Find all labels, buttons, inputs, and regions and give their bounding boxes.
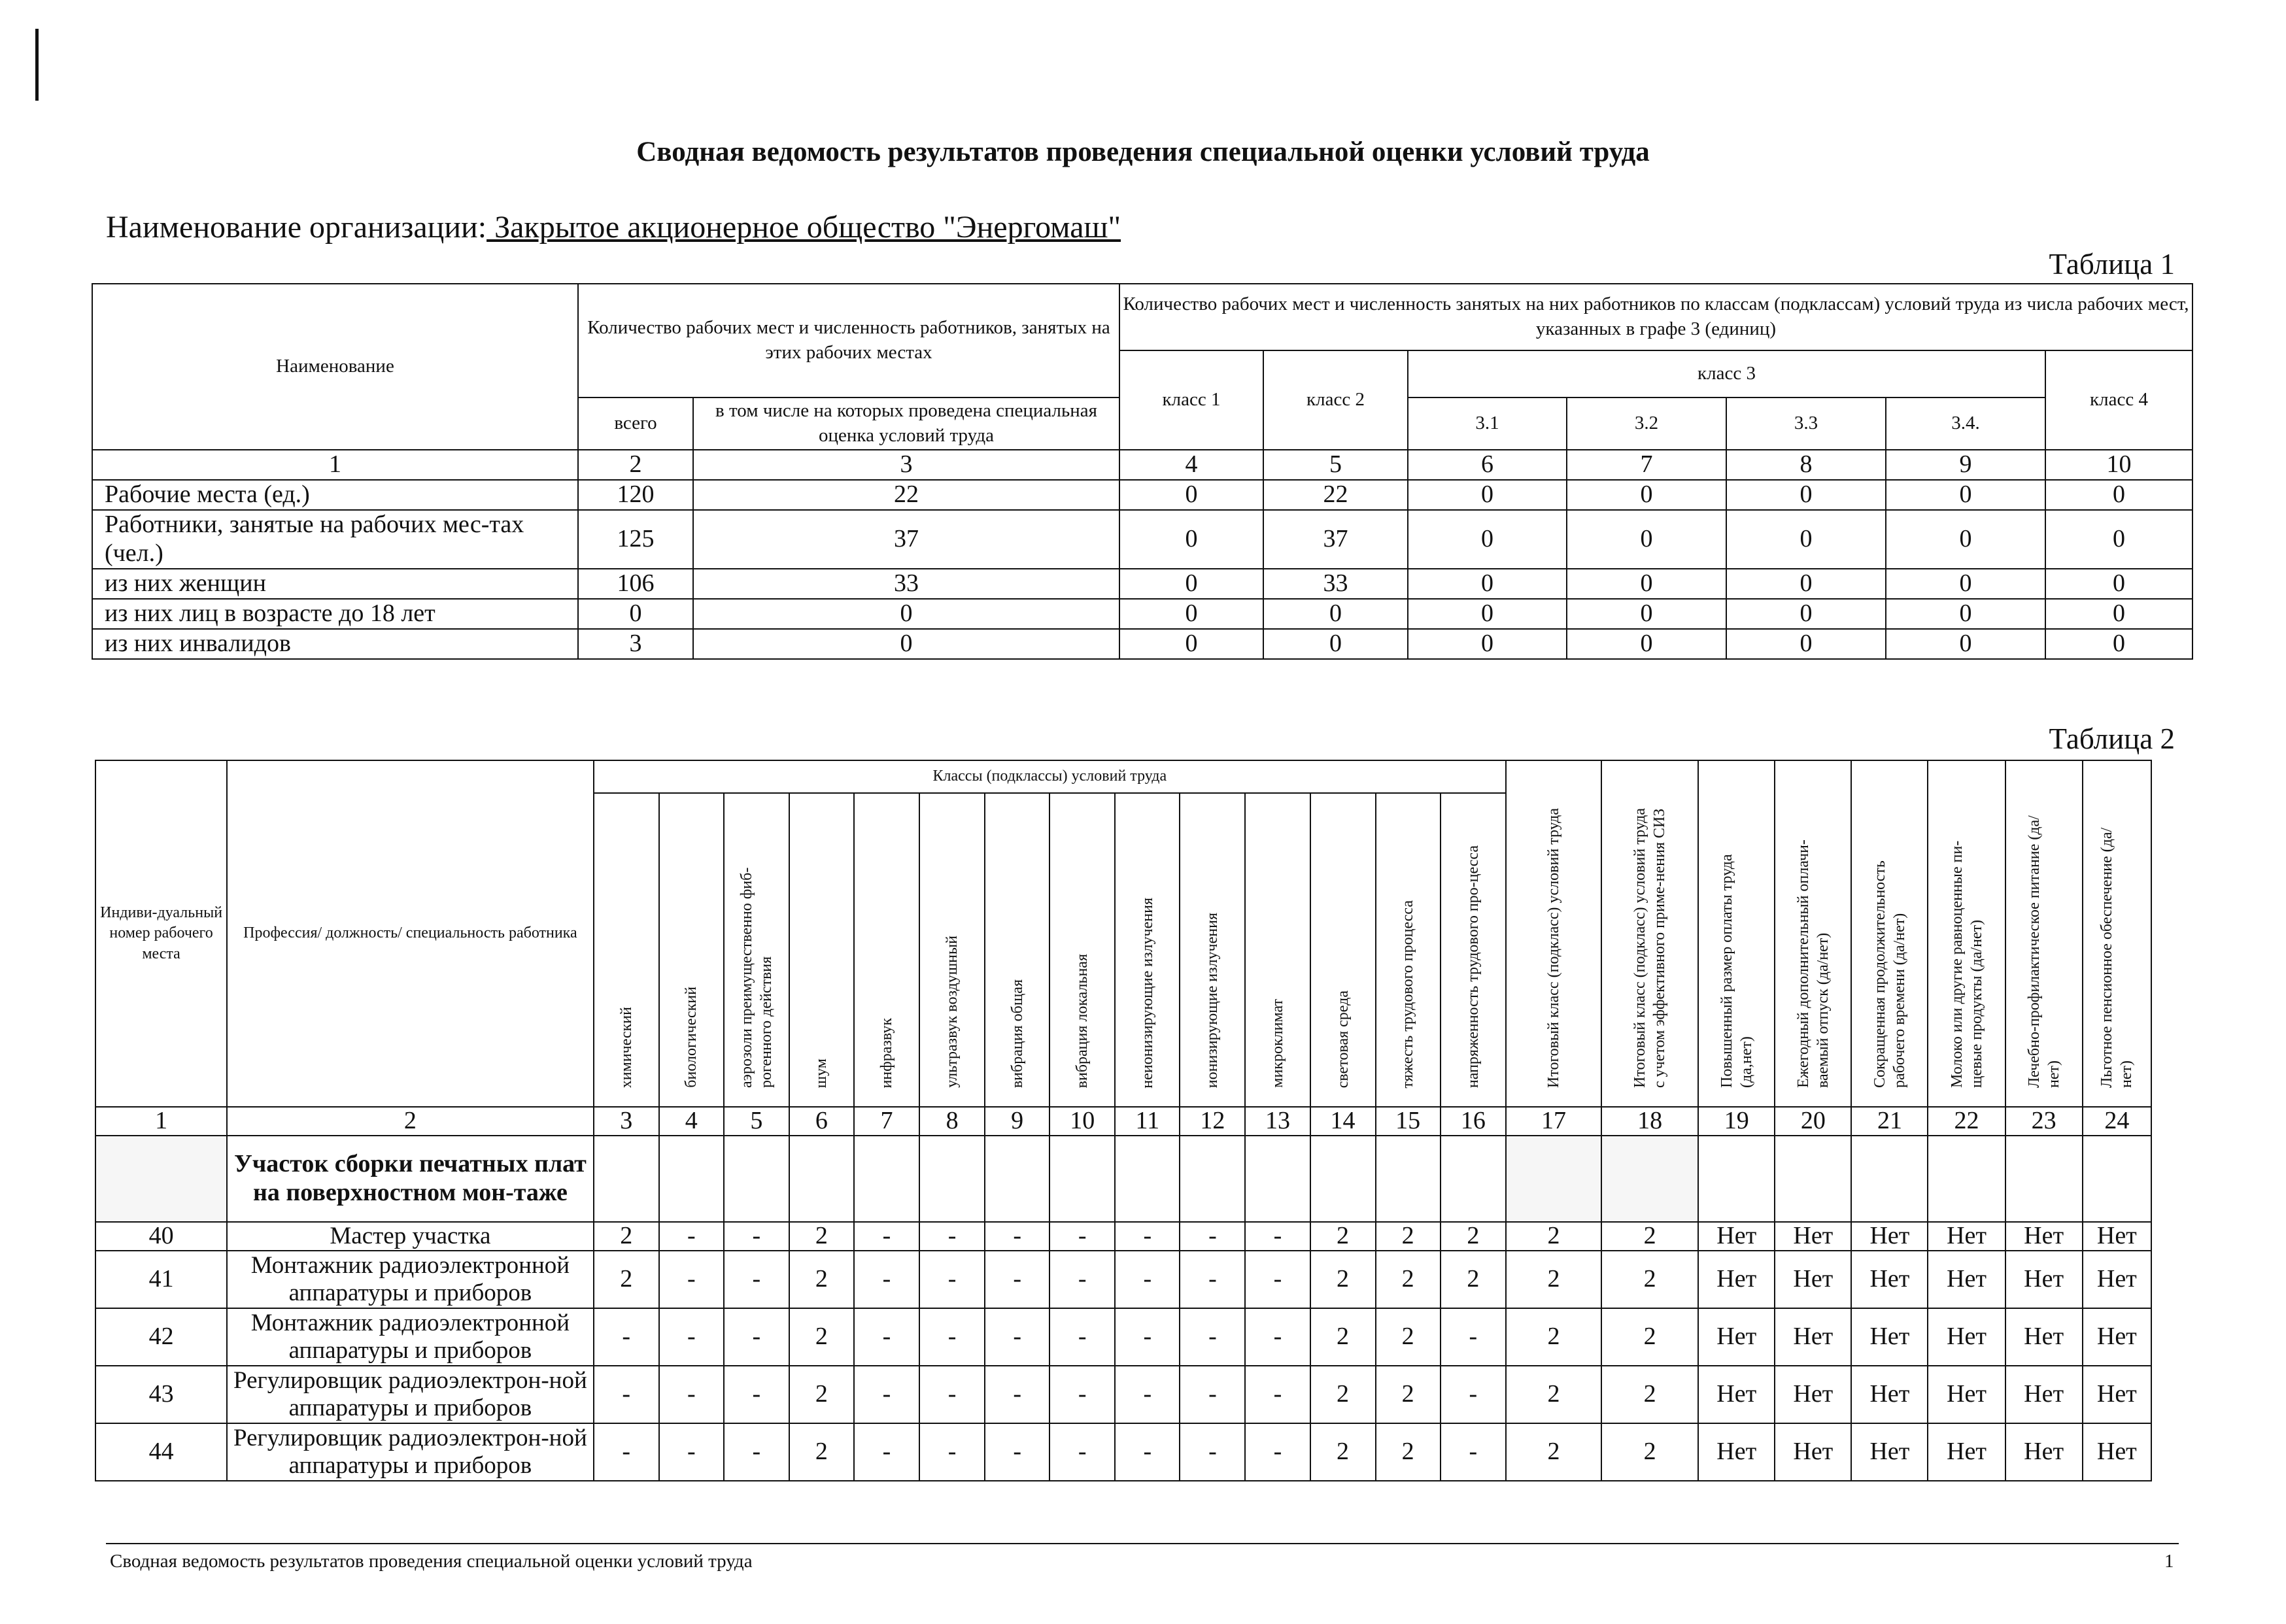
column-number: 13 (1245, 1107, 1310, 1136)
table-cell: Нет (1928, 1308, 2005, 1366)
table-cell: 2 (789, 1423, 854, 1481)
column-number: 5 (1263, 450, 1408, 480)
column-number: 2 (578, 450, 693, 480)
column-number: 1 (92, 450, 578, 480)
table-cell: 0 (1408, 569, 1567, 599)
table-cell: 0 (1886, 599, 2045, 629)
header-factor: напряженность трудового про-цесса (1441, 793, 1506, 1107)
table-cell: Нет (1928, 1251, 2005, 1308)
table-cell: 2 (789, 1366, 854, 1423)
workplace-id: 40 (95, 1222, 227, 1251)
footer-text: Сводная ведомость результатов проведения специальной оценки условий труда (110, 1551, 753, 1572)
table-cell: 22 (1263, 480, 1408, 510)
table-cell: 0 (2045, 569, 2192, 599)
column-number: 23 (2005, 1107, 2083, 1136)
workplace-id: 42 (95, 1308, 227, 1366)
table-cell: 37 (1263, 510, 1408, 569)
header-factor: вибрация локальная (1049, 793, 1115, 1107)
profession: Регулировщик радиоэлектрон-ной аппаратуры и приборов (227, 1423, 593, 1481)
table-cell: - (724, 1222, 789, 1251)
table-cell: 0 (1886, 480, 2045, 510)
table-cell: 37 (693, 510, 1119, 569)
table-cell: - (1245, 1366, 1310, 1423)
table-cell: 0 (1119, 599, 1263, 629)
table-cell: - (919, 1423, 985, 1481)
table-cell: 125 (578, 510, 693, 569)
table-cell: Нет (1851, 1366, 1928, 1423)
table-row (92, 569, 2192, 599)
table-cell: - (1049, 1423, 1115, 1481)
table-cell: 0 (1119, 569, 1263, 599)
column-number: 3 (693, 450, 1119, 480)
header-class1: класс 1 (1119, 350, 1263, 450)
table-cell: 33 (1263, 569, 1408, 599)
table-cell: - (1441, 1366, 1506, 1423)
organization-line (106, 209, 1121, 245)
table-row (95, 1366, 2151, 1423)
table-row (95, 1423, 2151, 1481)
header-extra-7: Лечебно-профилактическое питание (да/нет) (2005, 760, 2083, 1107)
table-row (92, 629, 2192, 659)
column-number: 7 (854, 1107, 919, 1136)
table-cell: - (1115, 1308, 1180, 1366)
table-cell: - (1441, 1308, 1506, 1366)
table-cell: Нет (2005, 1366, 2083, 1423)
header-extra-1: Итоговый класс (подкласс) условий труда (1506, 760, 1601, 1107)
organization-name: Закрытое акционерное общество "Энергомаш" (486, 210, 1121, 245)
header-extra-3: Повышенный размер оплаты труда (да,нет) (1698, 760, 1775, 1107)
header-workplace-id: Индиви-дуальный номер рабочего места (95, 760, 227, 1107)
row-label: из них женщин (92, 569, 578, 599)
table-cell: Нет (1698, 1222, 1775, 1251)
table-cell: Нет (1775, 1366, 1851, 1423)
table-cell: - (1180, 1251, 1245, 1308)
column-number: 10 (1049, 1107, 1115, 1136)
table-cell: 0 (1263, 629, 1408, 659)
table-cell: - (919, 1366, 985, 1423)
header-extra-6: Молоко или другие равноценные пи-щевые продукты (да/нет) (1928, 760, 2005, 1107)
table-cell: Нет (2005, 1308, 2083, 1366)
table-cell: 0 (1408, 480, 1567, 510)
table-cell: 2 (1376, 1423, 1441, 1481)
table-cell: - (919, 1308, 985, 1366)
table-cell: Нет (1698, 1366, 1775, 1423)
column-number: 11 (1115, 1107, 1180, 1136)
column-number: 17 (1506, 1107, 1601, 1136)
table-cell: 2 (1506, 1366, 1601, 1423)
table-cell: 0 (1263, 599, 1408, 629)
organization-label: Наименование организации: (106, 210, 487, 245)
header-class4: класс 4 (2045, 350, 2192, 450)
table-cell: - (1049, 1366, 1115, 1423)
table-cell: 2 (1506, 1222, 1601, 1251)
table-cell: - (919, 1251, 985, 1308)
table-cell: 2 (789, 1251, 854, 1308)
table-cell: 106 (578, 569, 693, 599)
table-cell: 2 (1310, 1366, 1376, 1423)
table-cell: - (854, 1308, 919, 1366)
table-cell: 2 (594, 1251, 659, 1308)
table-cell: Нет (2083, 1222, 2151, 1251)
table-cell: 2 (1506, 1423, 1601, 1481)
table-cell: Нет (1851, 1251, 1928, 1308)
table-cell: 0 (1119, 629, 1263, 659)
table-cell: - (1049, 1222, 1115, 1251)
header-profession: Профессия/ должность/ специальность работника (227, 760, 593, 1107)
table-cell: 0 (1567, 629, 1726, 659)
table-cell: - (854, 1366, 919, 1423)
table-cell: 2 (1441, 1222, 1506, 1251)
table-cell: 0 (1567, 599, 1726, 629)
table-cell: 2 (1601, 1251, 1698, 1308)
table-cell: 2 (789, 1308, 854, 1366)
column-number: 1 (95, 1107, 227, 1136)
table-cell: 0 (1408, 510, 1567, 569)
table-cell: - (724, 1423, 789, 1481)
header-total: всего (578, 398, 693, 450)
table-cell: 2 (1376, 1366, 1441, 1423)
column-number: 6 (789, 1107, 854, 1136)
table-cell: 0 (1726, 480, 1886, 510)
table-cell: Нет (1775, 1308, 1851, 1366)
column-number: 9 (985, 1107, 1049, 1136)
workplace-id: 41 (95, 1251, 227, 1308)
page-number: 1 (2164, 1551, 2174, 1572)
table-cell: - (724, 1251, 789, 1308)
table-cell: Нет (1698, 1251, 1775, 1308)
table-cell: 0 (2045, 629, 2192, 659)
profession: Монтажник радиоэлектронной аппаратуры и приборов (227, 1308, 593, 1366)
column-number: 19 (1698, 1107, 1775, 1136)
table-cell: 0 (1886, 569, 2045, 599)
table-cell: 2 (594, 1222, 659, 1251)
document-title: Сводная ведомость результатов проведения специальной оценки условий труда (636, 137, 1650, 167)
table-cell: 2 (1310, 1308, 1376, 1366)
table-cell: Нет (1775, 1423, 1851, 1481)
header-classes-group: Количество рабочих мест и численность занятых на них работников по классам (подклассам) условий труда из числа рабочих мест, указанных в графе 3 (единиц) (1119, 284, 2192, 350)
table-cell: - (1049, 1308, 1115, 1366)
table-cell: - (594, 1366, 659, 1423)
table-cell: 2 (1376, 1222, 1441, 1251)
table-cell: Нет (1698, 1308, 1775, 1366)
header-factor: световая среда (1310, 793, 1376, 1107)
header-factor: химический (594, 793, 659, 1107)
column-number-row (95, 1107, 2151, 1136)
table-cell: - (985, 1222, 1049, 1251)
table-cell: - (594, 1423, 659, 1481)
column-number: 10 (2045, 450, 2192, 480)
table-cell: 120 (578, 480, 693, 510)
table-cell: - (919, 1222, 985, 1251)
column-number: 16 (1441, 1107, 1506, 1136)
column-number: 5 (724, 1107, 789, 1136)
table2-caption: Таблица 2 (2049, 722, 2175, 755)
table-row (95, 1308, 2151, 1366)
workplaces-table (95, 760, 2152, 1481)
table-cell: - (1245, 1423, 1310, 1481)
table-cell: - (659, 1308, 724, 1366)
footer-divider (106, 1543, 2179, 1544)
table-cell: 0 (1726, 510, 1886, 569)
header-factor: биологический (659, 793, 724, 1107)
workplace-id: 44 (95, 1423, 227, 1481)
table-cell: 0 (1567, 480, 1726, 510)
column-number: 21 (1851, 1107, 1928, 1136)
column-number: 15 (1376, 1107, 1441, 1136)
table-cell: Нет (1928, 1423, 2005, 1481)
table-cell: - (1049, 1251, 1115, 1308)
section-id-cell (95, 1136, 227, 1222)
table-cell: 0 (1567, 569, 1726, 599)
table-cell: 0 (1408, 629, 1567, 659)
table-cell: 2 (1506, 1308, 1601, 1366)
table-cell: - (854, 1423, 919, 1481)
table-cell: Нет (2083, 1251, 2151, 1308)
row-label: Работники, занятые на рабочих мес-тах (чел.) (92, 510, 578, 569)
column-number: 2 (227, 1107, 593, 1136)
profession: Регулировщик радиоэлектрон-ной аппаратуры и приборов (227, 1366, 593, 1423)
column-number: 18 (1601, 1107, 1698, 1136)
table-cell: 2 (1601, 1423, 1698, 1481)
header-factor: тяжесть трудового процесса (1376, 793, 1441, 1107)
table1-caption: Таблица 1 (2049, 248, 2175, 280)
table-cell: Нет (1928, 1366, 2005, 1423)
header-sub-3-4: 3.4. (1886, 398, 2045, 450)
table-cell: - (1115, 1423, 1180, 1481)
table-cell: - (854, 1222, 919, 1251)
row-label: из них инвалидов (92, 629, 578, 659)
header-class3: класс 3 (1408, 350, 2045, 398)
table-cell: - (985, 1251, 1049, 1308)
column-number: 6 (1408, 450, 1567, 480)
table-cell: 0 (2045, 510, 2192, 569)
column-number: 4 (1119, 450, 1263, 480)
column-number: 9 (1886, 450, 2045, 480)
table-cell: 0 (2045, 599, 2192, 629)
header-factor: аэрозоли преимущественно фиб-рогенного действия (724, 793, 789, 1107)
table-cell: Нет (1851, 1423, 1928, 1481)
table-cell: Нет (2005, 1423, 2083, 1481)
table-cell: - (854, 1251, 919, 1308)
table-cell: 0 (693, 599, 1119, 629)
profession: Монтажник радиоэлектронной аппаратуры и приборов (227, 1251, 593, 1308)
table-row (95, 1222, 2151, 1251)
table-row (92, 480, 2192, 510)
header-sub-3-2: 3.2 (1567, 398, 1726, 450)
table-cell: 0 (1726, 569, 1886, 599)
table-cell: Нет (1698, 1423, 1775, 1481)
table-cell: - (1180, 1366, 1245, 1423)
table-cell: Нет (2083, 1366, 2151, 1423)
table-cell: 2 (1376, 1308, 1441, 1366)
table-cell: - (1441, 1423, 1506, 1481)
table-cell: 0 (1886, 629, 2045, 659)
workplace-id: 43 (95, 1366, 227, 1423)
table-cell: 3 (578, 629, 693, 659)
table-cell: - (659, 1251, 724, 1308)
column-number: 3 (594, 1107, 659, 1136)
table-cell: 22 (693, 480, 1119, 510)
table-cell: 0 (1119, 510, 1263, 569)
column-number: 14 (1310, 1107, 1376, 1136)
header-extra-2: Итоговый класс (подкласс) условий труда с учетом эффективного приме-нения СИЗ (1601, 760, 1698, 1107)
table-cell: - (1115, 1222, 1180, 1251)
table-cell: - (1180, 1222, 1245, 1251)
table-cell: Нет (1775, 1251, 1851, 1308)
column-number: 22 (1928, 1107, 2005, 1136)
table-cell: Нет (2005, 1251, 2083, 1308)
table-cell: - (659, 1423, 724, 1481)
table-cell: 0 (1119, 480, 1263, 510)
header-sub-3-1: 3.1 (1408, 398, 1567, 450)
column-number-row (92, 450, 2192, 480)
column-number: 24 (2083, 1107, 2151, 1136)
header-sub-3-3: 3.3 (1726, 398, 1886, 450)
table-cell: 33 (693, 569, 1119, 599)
profession: Мастер участка (227, 1222, 593, 1251)
table-cell: 0 (578, 599, 693, 629)
header-factor: инфразвук (854, 793, 919, 1107)
header-count-group: Количество рабочих мест и численность работников, занятых на этих рабочих местах (578, 284, 1119, 398)
table-cell: 2 (1310, 1423, 1376, 1481)
table-cell: - (659, 1366, 724, 1423)
header-factor: вибрация общая (985, 793, 1049, 1107)
column-number: 7 (1567, 450, 1726, 480)
table-cell: 2 (1601, 1366, 1698, 1423)
header-factor: ультразвук воздушный (919, 793, 985, 1107)
table-cell: - (724, 1366, 789, 1423)
table-cell: - (985, 1423, 1049, 1481)
column-number: 8 (1726, 450, 1886, 480)
table-row (92, 510, 2192, 569)
table-cell: 2 (1310, 1222, 1376, 1251)
table-cell: - (1245, 1308, 1310, 1366)
table-row (92, 599, 2192, 629)
section-title: Участок сборки печатных плат на поверхностном мон-таже (227, 1136, 593, 1222)
column-number: 20 (1775, 1107, 1851, 1136)
table-cell: - (985, 1366, 1049, 1423)
table-cell: 0 (1567, 510, 1726, 569)
table-cell: Нет (1775, 1222, 1851, 1251)
header-class2: класс 2 (1263, 350, 1408, 450)
table-cell: - (1245, 1251, 1310, 1308)
column-number: 4 (659, 1107, 724, 1136)
table-cell: Нет (2083, 1423, 2151, 1481)
column-number: 8 (919, 1107, 985, 1136)
header-factor: ионизирующие излучения (1180, 793, 1245, 1107)
row-label: из них лиц в возрасте до 18 лет (92, 599, 578, 629)
header-factor: микроклимат (1245, 793, 1310, 1107)
table-cell: Нет (1851, 1308, 1928, 1366)
table-cell: 0 (1726, 629, 1886, 659)
header-factor: неионизирующие излучения (1115, 793, 1180, 1107)
table-cell: - (985, 1308, 1049, 1366)
header-name: Наименование (92, 284, 578, 450)
table-cell: 0 (1886, 510, 2045, 569)
table-cell: - (1115, 1251, 1180, 1308)
table-cell: 0 (2045, 480, 2192, 510)
table-cell: - (724, 1308, 789, 1366)
table-cell: 2 (1310, 1251, 1376, 1308)
table-cell: 2 (1441, 1251, 1506, 1308)
table-cell: 2 (1601, 1308, 1698, 1366)
table-cell: Нет (1851, 1222, 1928, 1251)
table-cell: - (1245, 1222, 1310, 1251)
table-cell: - (1115, 1366, 1180, 1423)
table-cell: - (594, 1308, 659, 1366)
table-cell: 2 (1506, 1251, 1601, 1308)
table-cell: - (1180, 1423, 1245, 1481)
table-cell: Нет (2005, 1222, 2083, 1251)
row-label: Рабочие места (ед.) (92, 480, 578, 510)
table-cell: 2 (1376, 1251, 1441, 1308)
header-factor: шум (789, 793, 854, 1107)
column-number: 12 (1180, 1107, 1245, 1136)
table-cell: 0 (693, 629, 1119, 659)
table-cell: 0 (1726, 599, 1886, 629)
header-extra-8: Льготное пенсионное обеспечение (да/нет) (2083, 760, 2151, 1107)
table-cell: - (659, 1222, 724, 1251)
table-cell: Нет (1928, 1222, 2005, 1251)
table-cell: 0 (1408, 599, 1567, 629)
header-assessed: в том числе на которых проведена специальная оценка условий труда (693, 398, 1119, 450)
table-cell: Нет (2083, 1308, 2151, 1366)
header-conditions-group: Классы (подклассы) условий труда (594, 760, 1506, 793)
table-cell: 2 (1601, 1222, 1698, 1251)
table-row (95, 1251, 2151, 1308)
scan-margin-mark (35, 29, 39, 101)
table-cell: - (1180, 1308, 1245, 1366)
summary-table (92, 283, 2193, 660)
header-extra-5: Сокращенная продолжительность рабочего времени (да/нет) (1851, 760, 1928, 1107)
header-extra-4: Ежегодный дополнительный оплачи-ваемый отпуск (да/нет) (1775, 760, 1851, 1107)
table-cell: 2 (789, 1222, 854, 1251)
